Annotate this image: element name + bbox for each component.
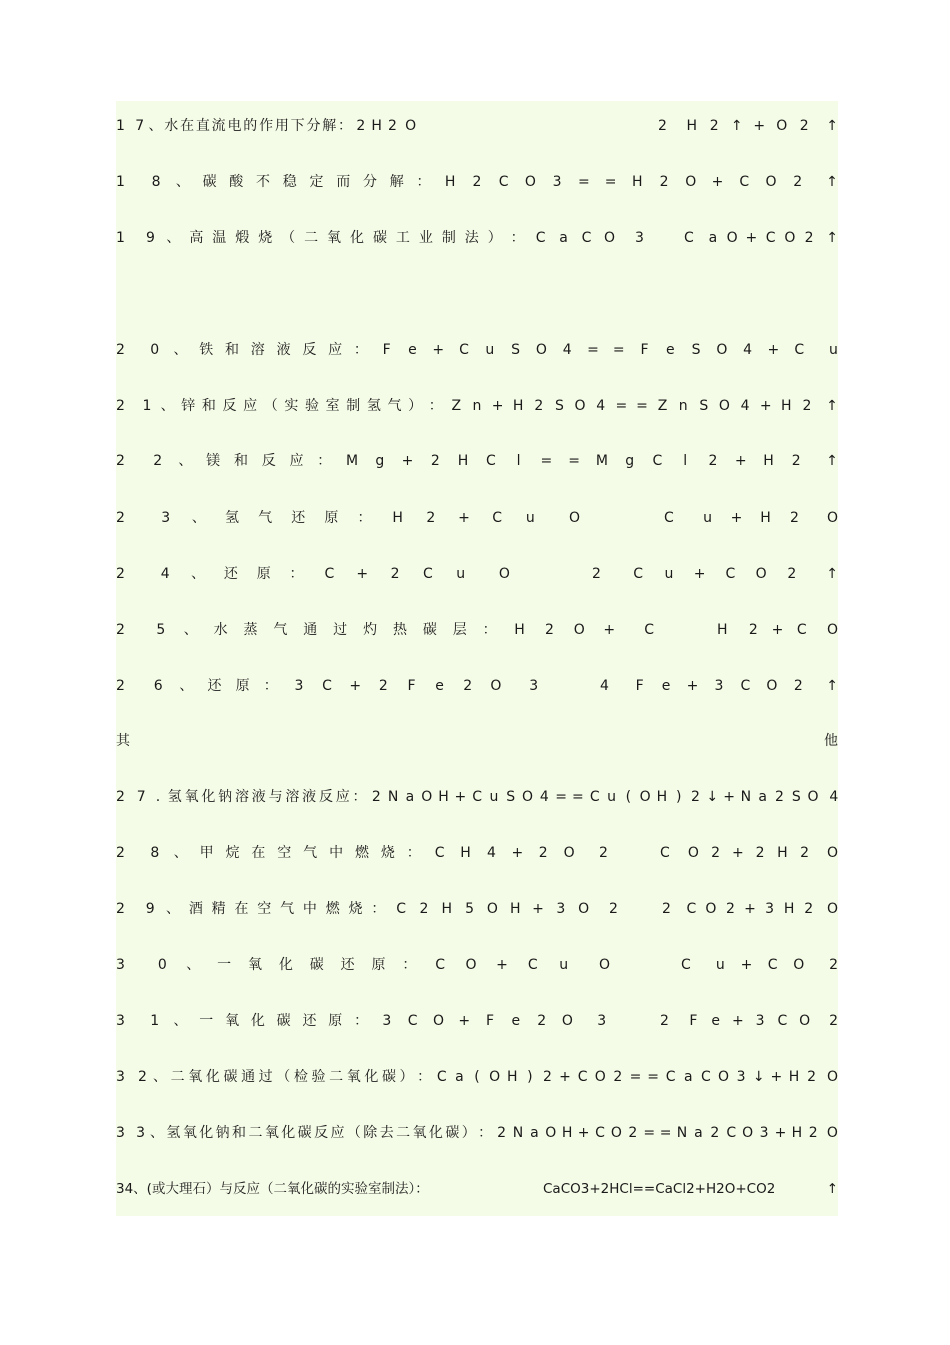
- equation-lhs: 2 5 、 水 蒸 气 通 过 灼 热 碳 层 ： H 2 O + C: [116, 622, 655, 638]
- equation-line-24: [116, 559, 838, 589]
- equation-lhs: 3 1 、 一 氧 化 碳 还 原 ： 3 C O + F e 2 O 3: [116, 1013, 607, 1029]
- equation-rhs: 2 C O 2 + 3 H 2 O: [662, 901, 839, 917]
- section-heading-other: [116, 726, 838, 756]
- equation-line-30: [116, 950, 838, 980]
- equation-lhs: 2 1 、 锌 和 反 应 （ 实 验 室 制 氢 气 ） ： Z n + H 2 S O 4 = = Z n S O 4 + H 2 ↑: [116, 398, 838, 414]
- heading-left-char: 其: [116, 733, 130, 749]
- equation-line-17: [116, 111, 838, 141]
- equation-lhs: 1 7 、 水 在 直 流 电 的 作 用 下 分 解 ： 2 H 2 O: [116, 118, 417, 134]
- equation-lhs: 3 0 、 一 氧 化 碳 还 原 ： C O + C u O: [116, 957, 610, 973]
- equation-lhs: 2 4 、 还 原 ： C + 2 C u O: [116, 566, 510, 582]
- equation-rhs: C u + H 2 O: [664, 510, 838, 526]
- equation-line-34: [116, 1174, 838, 1204]
- equation-lhs: 3 3 、 氢 氧 化 钠 和 二 氧 化 碳 反 应 （ 除 去 二 氧 化 碳 ） ： 2 N a O H + C O 2 = = N a 2 C O 3 + H 2 O: [116, 1125, 838, 1141]
- equation-rhs: H 2 + C O: [717, 622, 839, 638]
- equation-line-33: [116, 1118, 838, 1148]
- equation-lhs: 2 6 、 还 原 ： 3 C + 2 F e 2 O 3: [116, 678, 539, 694]
- equation-lhs: 2 0 、 铁 和 溶 液 反 应 ： F e + C u S O 4 = = F e S O 4 + C u: [116, 342, 838, 358]
- equation-line-29: [116, 894, 838, 924]
- equation-line-20: [116, 335, 838, 365]
- equation-rhs: C a O + C O 2 ↑: [684, 230, 838, 246]
- equation-line-31: [116, 1006, 838, 1036]
- heading-right-char: 他: [824, 733, 838, 749]
- equation-line-26: [116, 671, 838, 701]
- equation-lhs: 1 9 、 高 温 煅 烧 （ 二 氧 化 碳 工 业 制 法 ） ： C a C O 3: [116, 230, 644, 246]
- equation-lhs: 3 2 、 二 氧 化 碳 通 过 （ 检 验 二 氧 化 碳 ） ： C a ( O H ) 2 + C O 2 = = C a C O 3 ↓ + H 2 O: [116, 1069, 838, 1085]
- equation-lhs: 2 7 . 氢 氧 化 钠 溶 液 与 溶 液 反 应 ： 2 N a O H + C u S O 4 = = C u ( O H ) 2 ↓ + N a 2 S O 4: [116, 789, 839, 805]
- equation-line-22: [116, 446, 838, 476]
- equation-line-18: [116, 167, 838, 197]
- equation-line-27: [116, 782, 838, 812]
- equation-rhs: 4 F e + 3 C O 2 ↑: [600, 678, 838, 694]
- equation-line-28: [116, 838, 838, 868]
- equation-line-25: [116, 615, 838, 645]
- equation-line-32: [116, 1062, 838, 1092]
- equation-rhs: 2 C u + C O 2 ↑: [592, 566, 838, 582]
- equation-rhs: C O 2 + 2 H 2 O: [660, 845, 838, 861]
- equation-line-21: [116, 391, 838, 421]
- equation-rhs: C u + C O 2: [681, 957, 839, 973]
- equation-formula: CaCO3+2HCl==CaCl2+H2O+CO2: [543, 1181, 776, 1197]
- equation-lhs: 2 3 、 氢 气 还 原 ： H 2 + C u O: [116, 510, 580, 526]
- equation-arrow: ↑: [826, 1181, 838, 1197]
- equation-rhs: 2 F e + 3 C O 2: [660, 1013, 838, 1029]
- document-panel: [116, 101, 838, 1216]
- equation-lhs: 1 8 、 碳 酸 不 稳 定 而 分 解 ： H 2 C O 3 = = H 2 O + C O 2 ↑: [116, 174, 838, 190]
- equation-lhs: 2 2 、 镁 和 反 应 ： M g + 2 H C l = = M g C l 2 + H 2 ↑: [116, 453, 838, 469]
- equation-line-23: [116, 503, 838, 533]
- equation-lhs: 2 9 、 酒 精 在 空 气 中 燃 烧 ： C 2 H 5 O H + 3 O 2: [116, 901, 618, 917]
- equation-lhs: 2 8 、 甲 烷 在 空 气 中 燃 烧 ： C H 4 + 2 O 2: [116, 845, 608, 861]
- equation-rhs: 2 H 2 ↑ + O 2 ↑: [658, 118, 838, 134]
- equation-lhs: 34、(或大理石）与反应（二氧化碳的实验室制法）：: [116, 1181, 429, 1197]
- equation-line-19: [116, 223, 838, 253]
